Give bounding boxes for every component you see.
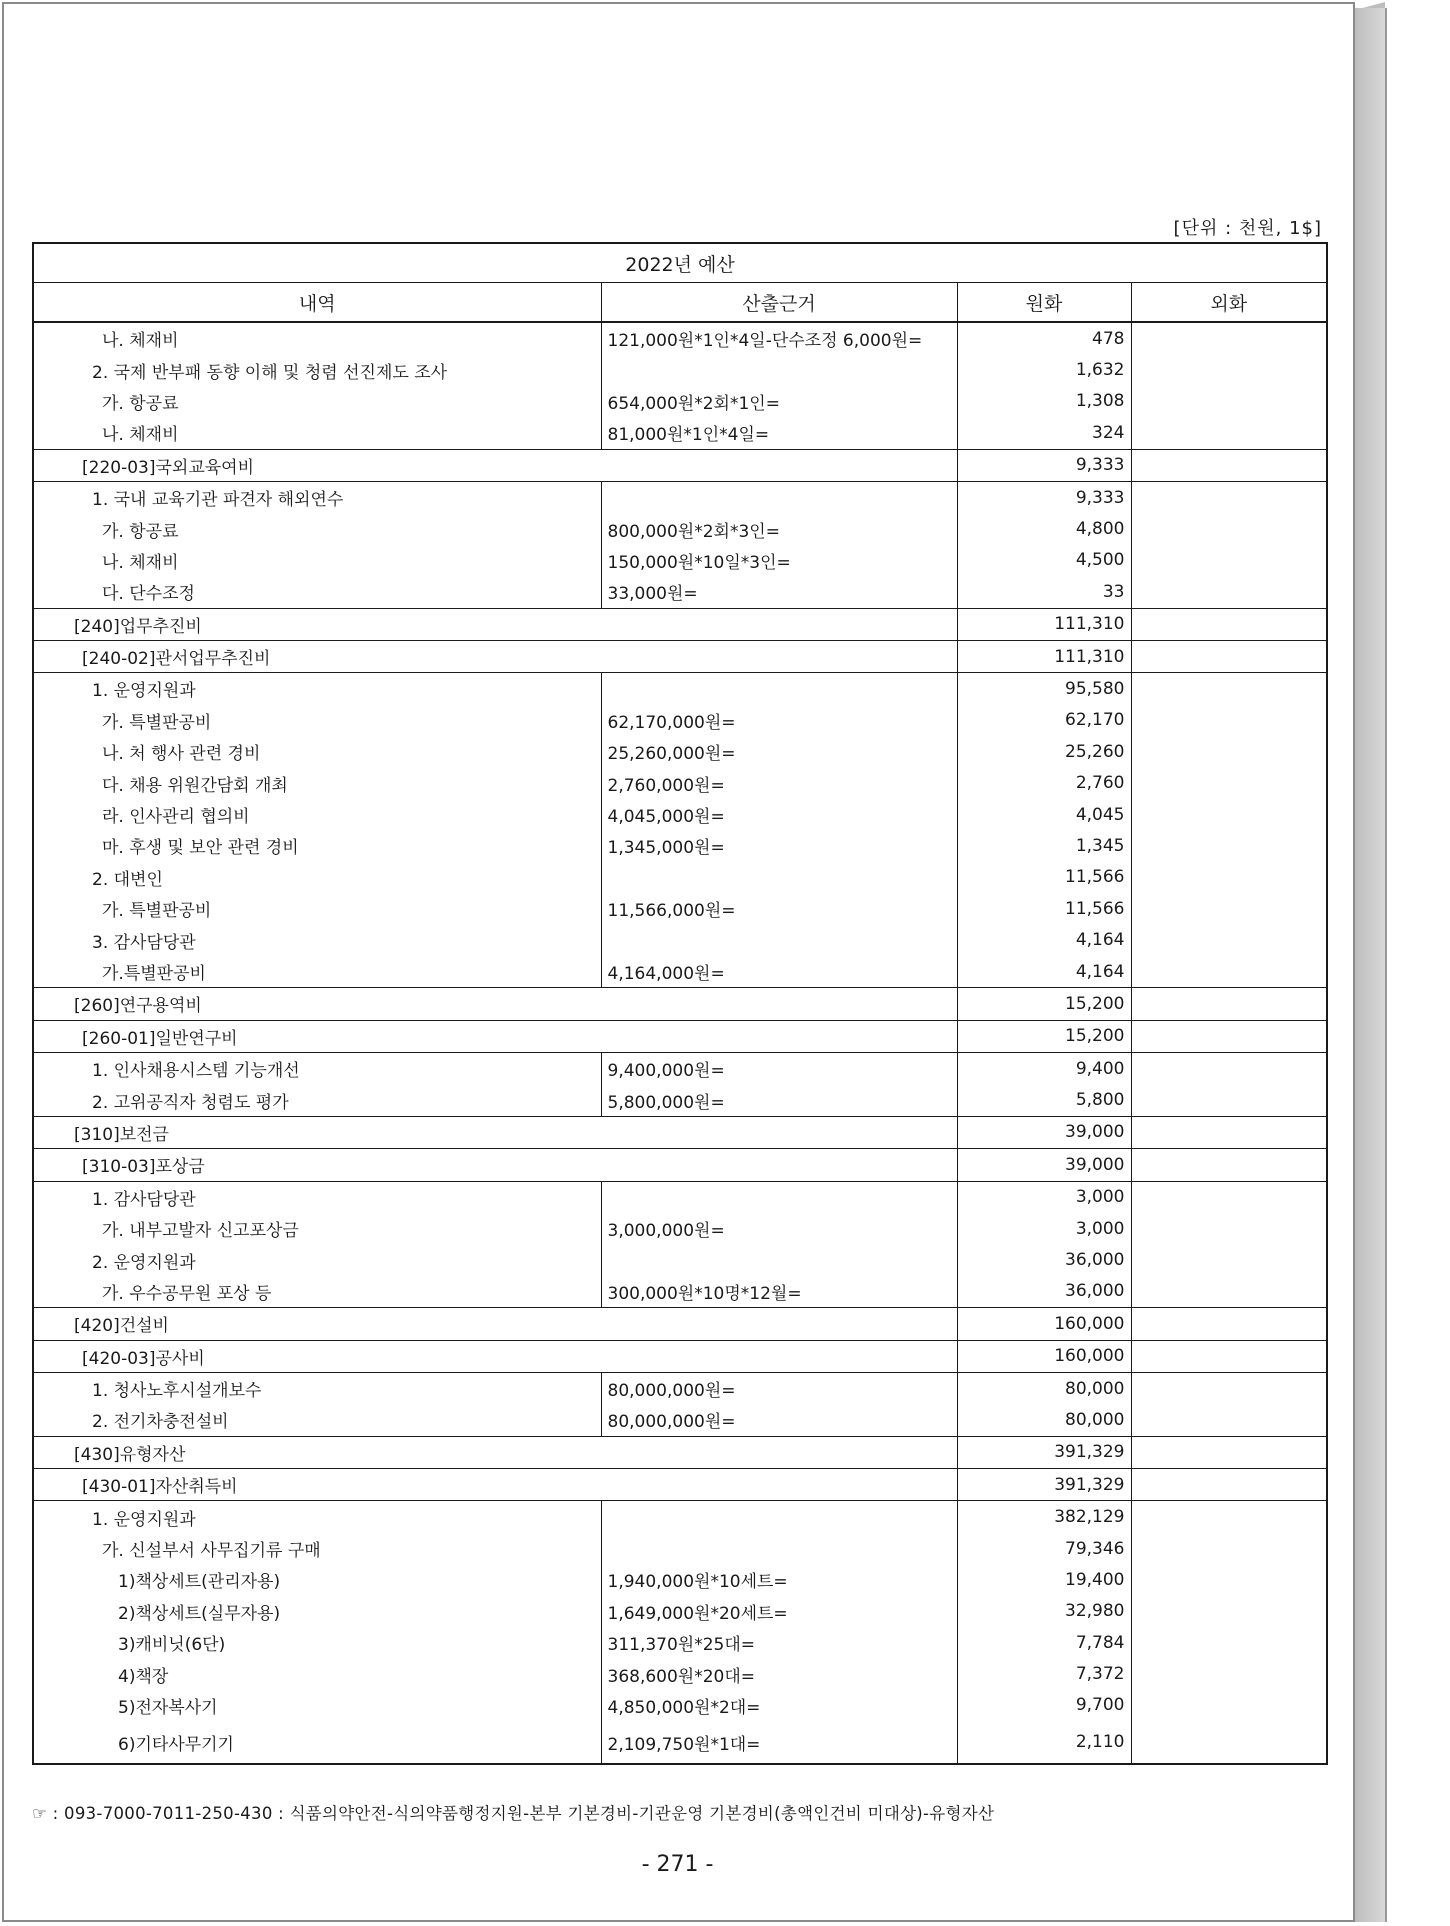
- table-title: 2022년 예산: [33, 243, 1327, 283]
- cell-krw: 32,980: [957, 1596, 1131, 1627]
- cell-krw: 111,310: [957, 640, 1131, 672]
- cell-fx: [1131, 1116, 1327, 1148]
- page-number: - 271 -: [641, 1852, 714, 1877]
- table-row: [33, 1149, 1327, 1181]
- cell-fx: [1131, 1627, 1327, 1658]
- cell-basis: 150,000원*10일*3인=: [601, 545, 957, 576]
- header-item: 내역: [33, 283, 601, 323]
- cell-item: 2. 전기차충전설비: [33, 1404, 601, 1436]
- header-basis: 산출근거: [601, 283, 957, 323]
- cell-fx: [1131, 1308, 1327, 1340]
- cell-krw: 1,632: [957, 354, 1131, 385]
- cell-fx: [1131, 988, 1327, 1020]
- cell-item: 가. 내부고발자 신고포상금: [33, 1213, 601, 1244]
- table-row: [33, 1308, 1327, 1340]
- cell-fx: [1131, 513, 1327, 544]
- table-row: [33, 988, 1327, 1020]
- table-row: [33, 1436, 1327, 1468]
- cell-basis: 300,000원*10명*12월=: [601, 1276, 957, 1308]
- table-row: [33, 640, 1327, 672]
- table-row: [33, 1658, 1327, 1689]
- cell-fx: [1131, 1404, 1327, 1436]
- cell-krw: 160,000: [957, 1308, 1131, 1340]
- cell-basis: 311,370원*25대=: [601, 1627, 957, 1658]
- cell-fx: [1131, 608, 1327, 640]
- cell-krw: 4,045: [957, 799, 1131, 830]
- cell-fx: [1131, 1372, 1327, 1404]
- cell-krw: 391,329: [957, 1436, 1131, 1468]
- cell-fx: [1131, 354, 1327, 385]
- cell-fx: [1131, 640, 1327, 672]
- cell-item: [240]업무추진비: [33, 608, 957, 640]
- cell-fx: [1131, 673, 1327, 705]
- table-row: [33, 1627, 1327, 1658]
- cell-basis: 800,000원*2회*3인=: [601, 513, 957, 544]
- cell-fx: [1131, 481, 1327, 513]
- cell-item: 가. 특별판공비: [33, 893, 601, 924]
- table-row: [33, 1501, 1327, 1533]
- table-row: [33, 1181, 1327, 1213]
- cell-item: [310]보전금: [33, 1116, 957, 1148]
- cell-item: 가. 항공료: [33, 386, 601, 417]
- cell-basis: 1,345,000원=: [601, 830, 957, 861]
- cell-krw: 15,200: [957, 988, 1131, 1020]
- cell-item: [220-03]국외교육여비: [33, 449, 957, 481]
- cell-fx: [1131, 449, 1327, 481]
- cell-item: 2)책상세트(실무자용): [33, 1596, 601, 1627]
- cell-krw: 1,345: [957, 830, 1131, 861]
- cell-item: 3. 감사담당관: [33, 924, 601, 955]
- cell-basis: 11,566,000원=: [601, 893, 957, 924]
- cell-item: 1. 국내 교육기관 파견자 해외연수: [33, 481, 601, 513]
- cell-basis: [601, 1181, 957, 1213]
- cell-krw: 39,000: [957, 1149, 1131, 1181]
- budget-table: [32, 242, 1328, 1765]
- cell-item: [260-01]일반연구비: [33, 1020, 957, 1052]
- table-row: [33, 1596, 1327, 1627]
- cell-item: 5)전자복사기: [33, 1690, 601, 1721]
- cell-basis: [601, 862, 957, 893]
- cell-item: 나. 체재비: [33, 417, 601, 449]
- table-row: [33, 1276, 1327, 1308]
- cell-basis: 654,000원*2회*1인=: [601, 386, 957, 417]
- table-row: [33, 1116, 1327, 1148]
- cell-fx: [1131, 576, 1327, 608]
- cell-basis: 80,000,000원=: [601, 1372, 957, 1404]
- cell-item: [420-03]공사비: [33, 1340, 957, 1372]
- cell-basis: [601, 1501, 957, 1533]
- cell-krw: 95,580: [957, 673, 1131, 705]
- cell-krw: 79,346: [957, 1533, 1131, 1564]
- cell-item: 2. 고위공직자 청렴도 평가: [33, 1084, 601, 1116]
- table-row: [33, 481, 1327, 513]
- cell-krw: 15,200: [957, 1020, 1131, 1052]
- cell-basis: 81,000원*1인*4일=: [601, 417, 957, 449]
- cell-krw: 80,000: [957, 1404, 1131, 1436]
- cell-krw: 11,566: [957, 893, 1131, 924]
- cell-krw: 160,000: [957, 1340, 1131, 1372]
- table-row: [33, 545, 1327, 576]
- cell-item: 가. 우수공무원 포상 등: [33, 1276, 601, 1308]
- table-row: [33, 956, 1327, 988]
- cell-krw: 39,000: [957, 1116, 1131, 1148]
- cell-krw: 4,800: [957, 513, 1131, 544]
- cell-basis: 33,000원=: [601, 576, 957, 608]
- table-row: [33, 1564, 1327, 1595]
- cell-item: 나. 체재비: [33, 322, 601, 354]
- table-row: [33, 862, 1327, 893]
- cell-fx: [1131, 1340, 1327, 1372]
- cell-basis: 2,109,750원*1대=: [601, 1721, 957, 1764]
- table-row: [33, 736, 1327, 767]
- cell-item: 2. 운영지원과: [33, 1244, 601, 1275]
- cell-basis: 80,000,000원=: [601, 1404, 957, 1436]
- table-row: [33, 1052, 1327, 1084]
- cell-item: 1. 감사담당관: [33, 1181, 601, 1213]
- cell-item: 1. 운영지원과: [33, 1501, 601, 1533]
- cell-fx: [1131, 1436, 1327, 1468]
- cell-fx: [1131, 956, 1327, 988]
- cell-basis: 25,260,000원=: [601, 736, 957, 767]
- cell-fx: [1131, 1084, 1327, 1116]
- cell-item: 다. 단수조정: [33, 576, 601, 608]
- cell-fx: [1131, 705, 1327, 736]
- cell-krw: 1,308: [957, 386, 1131, 417]
- cell-item: 가. 특별판공비: [33, 705, 601, 736]
- cell-fx: [1131, 924, 1327, 955]
- cell-basis: 3,000,000원=: [601, 1213, 957, 1244]
- footnote: ☞ : 093-7000-7011-250-430 : 식품의약안전-식의약품행정지원-본부 기본경비-기관운영 기본경비(총액인건비 미대상)-유형자산: [32, 1804, 995, 1823]
- cell-krw: 33: [957, 576, 1131, 608]
- cell-item: [430-01]자산취득비: [33, 1469, 957, 1501]
- table-row: [33, 1340, 1327, 1372]
- cell-krw: 3,000: [957, 1213, 1131, 1244]
- cell-fx: [1131, 799, 1327, 830]
- cell-basis: 368,600원*20대=: [601, 1658, 957, 1689]
- cell-item: 2. 국제 반부패 동향 이해 및 청렴 선진제도 조사: [33, 354, 601, 385]
- cell-krw: 9,333: [957, 449, 1131, 481]
- cell-fx: [1131, 1533, 1327, 1564]
- cell-krw: 80,000: [957, 1372, 1131, 1404]
- cell-krw: 11,566: [957, 862, 1131, 893]
- table-row: [33, 513, 1327, 544]
- cell-item: 마. 후생 및 보안 관련 경비: [33, 830, 601, 861]
- table-body: [33, 322, 1327, 1764]
- table-row: [33, 1244, 1327, 1275]
- cell-basis: 5,800,000원=: [601, 1084, 957, 1116]
- cell-krw: 7,784: [957, 1627, 1131, 1658]
- cell-item: 가.특별판공비: [33, 956, 601, 988]
- cell-fx: [1131, 1149, 1327, 1181]
- cell-fx: [1131, 417, 1327, 449]
- cell-fx: [1131, 736, 1327, 767]
- cell-basis: 1,940,000원*10세트=: [601, 1564, 957, 1595]
- cell-basis: 2,760,000원=: [601, 767, 957, 798]
- cell-item: 다. 채용 위원간담회 개최: [33, 767, 601, 798]
- cell-krw: 2,760: [957, 767, 1131, 798]
- cell-basis: [601, 1533, 957, 1564]
- table-row: [33, 322, 1327, 354]
- table-row: [33, 417, 1327, 449]
- cell-fx: [1131, 1564, 1327, 1595]
- cell-krw: 25,260: [957, 736, 1131, 767]
- table-row: [33, 1469, 1327, 1501]
- cell-fx: [1131, 1658, 1327, 1689]
- cell-fx: [1131, 1020, 1327, 1052]
- cell-basis: [601, 924, 957, 955]
- cell-item: 가. 신설부서 사무집기류 구매: [33, 1533, 601, 1564]
- table-row: [33, 1213, 1327, 1244]
- cell-krw: 7,372: [957, 1658, 1131, 1689]
- cell-basis: 4,045,000원=: [601, 799, 957, 830]
- cell-krw: 19,400: [957, 1564, 1131, 1595]
- table-row: [33, 1404, 1327, 1436]
- cell-krw: 382,129: [957, 1501, 1131, 1533]
- cell-fx: [1131, 767, 1327, 798]
- cell-fx: [1131, 1501, 1327, 1533]
- table-row: [33, 1084, 1327, 1116]
- table-row: [33, 1372, 1327, 1404]
- cell-krw: 9,400: [957, 1052, 1131, 1084]
- cell-item: 나. 체재비: [33, 545, 601, 576]
- cell-item: [310-03]포상금: [33, 1149, 957, 1181]
- cell-item: 3)캐비닛(6단): [33, 1627, 601, 1658]
- cell-basis: 4,850,000원*2대=: [601, 1690, 957, 1721]
- cell-krw: 3,000: [957, 1181, 1131, 1213]
- cell-basis: [601, 673, 957, 705]
- cell-basis: [601, 354, 957, 385]
- cell-basis: 9,400,000원=: [601, 1052, 957, 1084]
- table-row: [33, 924, 1327, 955]
- cell-krw: 111,310: [957, 608, 1131, 640]
- table-row: [33, 608, 1327, 640]
- cell-basis: 4,164,000원=: [601, 956, 957, 988]
- cell-fx: [1131, 1244, 1327, 1275]
- cell-item: 라. 인사관리 협의비: [33, 799, 601, 830]
- cell-krw: 36,000: [957, 1244, 1131, 1275]
- cell-fx: [1131, 893, 1327, 924]
- cell-krw: 62,170: [957, 705, 1131, 736]
- cell-item: 6)기타사무기기: [33, 1721, 601, 1764]
- cell-krw: 36,000: [957, 1276, 1131, 1308]
- cell-basis: 1,649,000원*20세트=: [601, 1596, 957, 1627]
- cell-item: 가. 항공료: [33, 513, 601, 544]
- cell-krw: 5,800: [957, 1084, 1131, 1116]
- table-row: [33, 893, 1327, 924]
- cell-item: 2. 대변인: [33, 862, 601, 893]
- header-krw: 원화: [957, 283, 1131, 323]
- table-row: [33, 1721, 1327, 1764]
- cell-item: [260]연구용역비: [33, 988, 957, 1020]
- cell-krw: 4,164: [957, 956, 1131, 988]
- table-row: [33, 1533, 1327, 1564]
- table-row: [33, 386, 1327, 417]
- cell-fx: [1131, 322, 1327, 354]
- cell-krw: 4,500: [957, 545, 1131, 576]
- cell-fx: [1131, 1276, 1327, 1308]
- cell-item: 1. 청사노후시설개보수: [33, 1372, 601, 1404]
- cell-item: 나. 처 행사 관련 경비: [33, 736, 601, 767]
- cell-basis: [601, 481, 957, 513]
- cell-fx: [1131, 1469, 1327, 1501]
- cell-fx: [1131, 1181, 1327, 1213]
- cell-krw: 2,110: [957, 1721, 1131, 1764]
- page-edge-shadow: [1355, 8, 1387, 1922]
- cell-fx: [1131, 1596, 1327, 1627]
- table-row: [33, 799, 1327, 830]
- cell-item: [420]건설비: [33, 1308, 957, 1340]
- cell-item: 1)책상세트(관리자용): [33, 1564, 601, 1595]
- cell-item: [430]유형자산: [33, 1436, 957, 1468]
- table-row: [33, 767, 1327, 798]
- table-row: [33, 673, 1327, 705]
- cell-fx: [1131, 545, 1327, 576]
- cell-fx: [1131, 1690, 1327, 1721]
- cell-fx: [1131, 1721, 1327, 1764]
- cell-basis: [601, 1244, 957, 1275]
- table-row: [33, 1690, 1327, 1721]
- table-row: [33, 705, 1327, 736]
- cell-item: 4)책장: [33, 1658, 601, 1689]
- header-fx: 외화: [1131, 283, 1327, 323]
- table-row: [33, 1020, 1327, 1052]
- cell-krw: 324: [957, 417, 1131, 449]
- cell-fx: [1131, 1213, 1327, 1244]
- cell-basis: 121,000원*1인*4일-단수조정 6,000원=: [601, 322, 957, 354]
- table-row: [33, 830, 1327, 861]
- cell-fx: [1131, 830, 1327, 861]
- cell-basis: 62,170,000원=: [601, 705, 957, 736]
- unit-label: [단위 : 천원, 1$]: [1173, 218, 1322, 239]
- cell-krw: 9,700: [957, 1690, 1131, 1721]
- cell-krw: 478: [957, 322, 1131, 354]
- cell-item: 1. 운영지원과: [33, 673, 601, 705]
- cell-item: [240-02]관서업무추진비: [33, 640, 957, 672]
- table-row: [33, 449, 1327, 481]
- table-row: [33, 576, 1327, 608]
- cell-fx: [1131, 862, 1327, 893]
- cell-krw: 391,329: [957, 1469, 1131, 1501]
- cell-fx: [1131, 1052, 1327, 1084]
- cell-krw: 9,333: [957, 481, 1131, 513]
- table-row: [33, 354, 1327, 385]
- cell-krw: 4,164: [957, 924, 1131, 955]
- cell-fx: [1131, 386, 1327, 417]
- cell-item: 1. 인사채용시스템 기능개선: [33, 1052, 601, 1084]
